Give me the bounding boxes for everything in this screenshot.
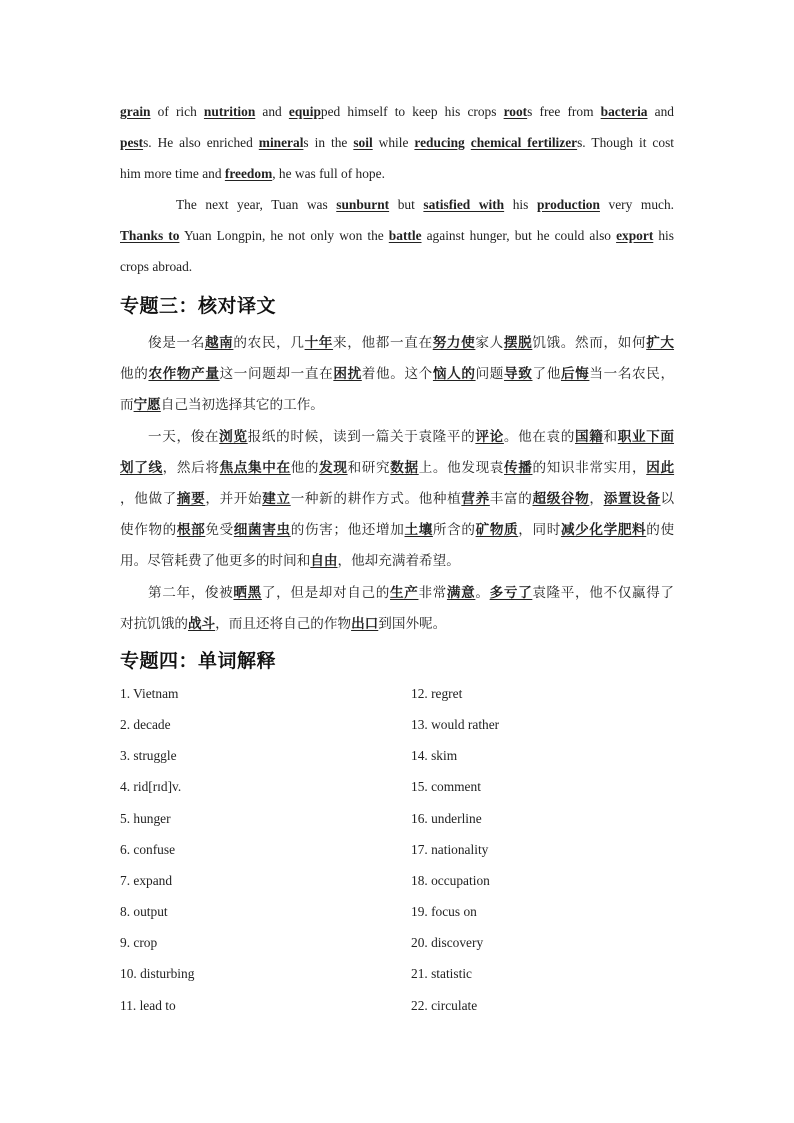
vocab-item: 14. skim (411, 748, 458, 763)
vocab-item: 15. comment (411, 779, 481, 794)
text-segment: of rich (150, 104, 204, 119)
key-term: 晒黑 (233, 585, 262, 601)
text-segment: 和研究 (347, 460, 391, 476)
key-term: production (536, 197, 600, 212)
text-segment: 使作物的 (120, 522, 177, 538)
text-segment: 了，但是却对自己的 (261, 585, 390, 601)
text-segment: , he was full of hope. (272, 166, 385, 181)
text-segment: crops abroad. (120, 259, 193, 274)
vocab-item: 6. confuse (120, 842, 176, 857)
text-segment: 报纸的时候，读到一篇关于袁隆平的 (247, 429, 476, 445)
text-segment: 问题 (475, 366, 505, 382)
text-segment: ，他做了 (120, 491, 177, 507)
vocab-item: 13. would rather (411, 717, 500, 732)
key-term: 建立 (262, 491, 291, 507)
key-term: 后悔 (560, 366, 590, 382)
key-term: chemical fertilizer (470, 135, 578, 150)
vocab-item: 21. statistic (411, 966, 472, 981)
key-term: 越南 (204, 335, 234, 351)
text-segment: 丰富的 (489, 491, 533, 507)
chinese-line (120, 518, 674, 538)
text-segment: very much. (599, 197, 675, 212)
key-term: freedom (224, 166, 273, 181)
vocab-item: 8. output (120, 904, 168, 919)
key-term: 生产 (389, 585, 419, 601)
vocab-item: 22. circulate (411, 998, 478, 1013)
key-term: export (616, 228, 654, 243)
key-term: 根部 (176, 522, 206, 538)
text-segment: 而 (120, 397, 134, 413)
key-term: root (503, 104, 528, 119)
key-term: 满意 (446, 585, 476, 601)
text-segment: ，然后将 (162, 460, 220, 476)
key-term: Thanks to (120, 228, 180, 243)
key-term: equip (288, 104, 321, 119)
text-segment: 这一问题却一直在 (219, 366, 334, 382)
key-term: grain (120, 104, 151, 119)
text-segment: 了他 (532, 366, 561, 382)
key-term: 矿物质 (475, 522, 519, 538)
text-segment: ， (589, 491, 604, 507)
text-segment: 一天，俊在 (148, 429, 220, 445)
text-segment: 免受 (205, 522, 234, 538)
english-line (120, 259, 674, 275)
text-segment: Yuan Longpin, he not only won the (179, 228, 389, 243)
text-segment: 第二年，俊被 (148, 585, 234, 601)
text-segment: s. He also enriched (143, 135, 259, 150)
text-segment: ，而且还将自己的作物 (215, 616, 352, 632)
key-term: 划了线 (120, 460, 163, 476)
key-term: 营养 (461, 491, 490, 507)
key-term: 焦点集中在 (219, 460, 291, 476)
text-segment: 当一名农民， (589, 366, 675, 382)
vocab-item: 10. disturbing (120, 966, 195, 981)
key-term: 评论 (475, 429, 504, 445)
chinese-line (120, 612, 674, 632)
vocab-item: 3. struggle (120, 748, 177, 763)
chinese-line (120, 549, 674, 569)
key-term: sunburnt (336, 197, 390, 212)
text-segment: 对抗饥饿的 (120, 616, 188, 632)
chinese-line (120, 362, 674, 382)
key-term: 努力使 (432, 335, 476, 351)
key-term: 国籍 (575, 429, 604, 445)
key-term: 恼人的 (432, 366, 476, 382)
key-term: pest (120, 135, 144, 150)
key-term: battle (388, 228, 422, 243)
key-term: 摘要 (176, 491, 206, 507)
key-term: 战斗 (187, 616, 216, 632)
text-segment: 来，他都一直在 (333, 335, 433, 351)
text-segment: ped himself to keep his crops (320, 104, 504, 119)
text-segment: 的使 (646, 522, 675, 538)
vocab-item: 16. underline (411, 811, 482, 826)
key-term: reducing (414, 135, 465, 150)
key-term: soil (353, 135, 373, 150)
key-term: 扩大 (646, 335, 675, 351)
vocab-item: 7. expand (120, 873, 173, 888)
text-segment: s in the (303, 135, 354, 150)
vocab-item: 5. hunger (120, 811, 171, 826)
key-term: 农作物产量 (148, 366, 220, 382)
vocab-item: 18. occupation (411, 873, 490, 888)
text-segment: 一种新的耕作方式。他种植 (290, 491, 462, 507)
text-segment: and (255, 104, 289, 119)
text-segment: 所含的 (432, 522, 476, 538)
text-segment: his (504, 197, 537, 212)
text-segment: s free from (527, 104, 601, 119)
text-segment: 的伤害；他还增加 (290, 522, 405, 538)
vocab-item: 2. decade (120, 717, 171, 732)
key-term: 超级谷物 (532, 491, 590, 507)
key-term: 发现 (319, 460, 348, 476)
key-term: 十年 (304, 335, 334, 351)
key-term: 数据 (390, 460, 419, 476)
text-segment: 以 (660, 491, 675, 507)
key-term: mineral (258, 135, 304, 150)
key-term: 添置设备 (603, 491, 661, 507)
key-term: 土壤 (404, 522, 433, 538)
text-segment: 。他在袁的 (503, 429, 576, 445)
text-segment: ，同时 (518, 522, 561, 538)
text-segment: and (647, 104, 674, 119)
english-line (120, 228, 674, 244)
chinese-line (120, 456, 674, 476)
text-segment: 袁隆平，他不仅赢得了 (532, 585, 675, 601)
key-term: 摆脱 (503, 335, 533, 351)
text-segment: but (389, 197, 424, 212)
text-segment: The next year, Tuan was (176, 197, 337, 212)
english-line (176, 197, 674, 213)
text-segment: against hunger, but he could also (421, 228, 617, 243)
key-term: 出口 (351, 616, 379, 632)
vocab-item: 9. crop (120, 935, 158, 950)
text-segment: 饥饿。然而，如何 (532, 335, 647, 351)
text-segment: ，他却充满着希望。 (337, 553, 460, 569)
vocab-item: 1. Vietnam (120, 686, 179, 701)
text-segment: 用。尽管耗费了他更多的时间和 (120, 553, 311, 569)
chinese-line (148, 331, 674, 351)
text-segment: 非常 (418, 585, 447, 601)
key-term: satisfied with (423, 197, 505, 212)
text-segment: 上。他发现袁 (418, 460, 505, 476)
text-segment: 自己当初选择其它的工作。 (160, 397, 324, 413)
text-segment: his (653, 228, 674, 243)
text-segment: 他的 (290, 460, 320, 476)
vocab-item: 4. rid[rɪd]v. (120, 779, 182, 794)
text-segment: while (372, 135, 415, 150)
key-term: 自由 (310, 553, 338, 569)
english-line (120, 135, 674, 151)
key-term: 因此 (646, 460, 675, 476)
vocab-item: 11. lead to (120, 998, 176, 1013)
vocab-item: 19. focus on (411, 904, 477, 919)
key-term: 细菌害虫 (233, 522, 291, 538)
key-term: 减少化学肥料 (560, 522, 647, 538)
text-segment: him more time and (120, 166, 225, 181)
key-term: bacteria (600, 104, 648, 119)
text-segment: 俊是一名 (148, 335, 205, 351)
vocab-item: 17. nationality (411, 842, 489, 857)
key-term: 困扰 (333, 366, 362, 382)
key-term: 导致 (504, 366, 533, 382)
text-segment: 的农民，几 (233, 335, 305, 351)
key-term: 浏览 (219, 429, 248, 445)
key-term: nutrition (203, 104, 256, 119)
text-segment: s. Though it cost (577, 135, 674, 150)
text-segment: 他的 (120, 366, 149, 382)
chinese-line (120, 393, 674, 413)
text-segment: 到国外呢。 (378, 616, 447, 632)
key-term: 职业下面 (617, 429, 675, 445)
english-line (120, 166, 674, 182)
text-segment: 家人 (475, 335, 504, 351)
english-line (120, 104, 674, 120)
key-term: 多亏了 (489, 585, 533, 601)
text-segment: 。 (475, 585, 490, 601)
key-term: 宁愿 (133, 397, 161, 413)
vocab-item: 20. discovery (411, 935, 484, 950)
chinese-line (148, 581, 674, 601)
vocab-item: 12. regret (411, 686, 463, 701)
text-segment: 着他。这个 (361, 366, 433, 382)
key-term: 传播 (504, 460, 533, 476)
text-segment: ，并开始 (205, 491, 263, 507)
chinese-line (148, 425, 674, 445)
text-segment: 的知识非常实用， (532, 460, 647, 476)
chinese-line (120, 487, 674, 507)
section3-heading: 专题三：核对译文 (120, 295, 277, 317)
section4-heading: 专题四：单词解释 (120, 650, 277, 672)
text-segment: 和 (603, 429, 618, 445)
